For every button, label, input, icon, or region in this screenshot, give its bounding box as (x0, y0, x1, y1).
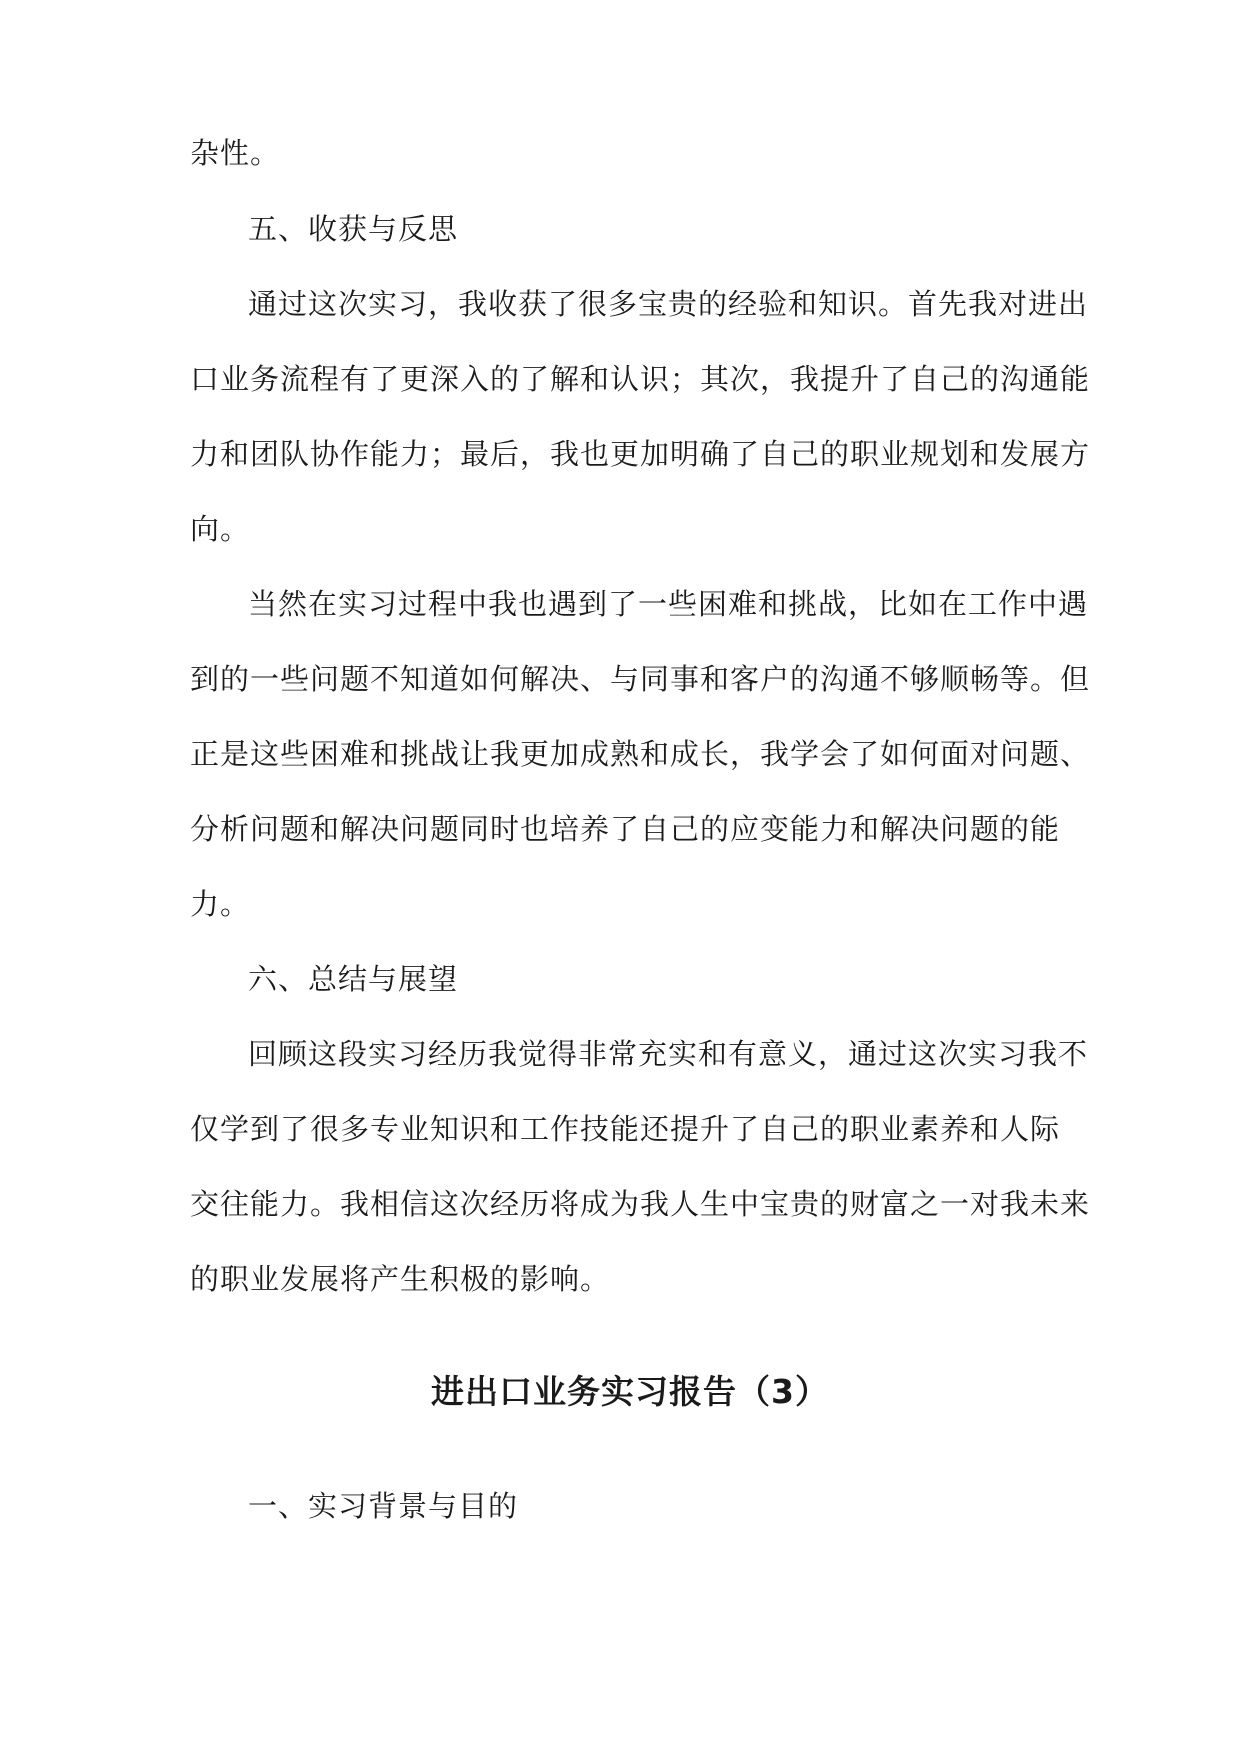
paragraph-line: 通过这次实习，我收获了很多宝贵的经验和知识。首先我对进出 (248, 287, 1089, 321)
paragraph-line: 到的一些问题不知道如何解决、与同事和客户的沟通不够顺畅等。但 (190, 662, 1091, 696)
paragraph-line: 杂性。 (190, 136, 281, 170)
paragraph-line: 正是这些困难和挑战让我更加成熟和成长，我学会了如何面对问题、 (190, 737, 1091, 771)
report-title: 进出口业务实习报告（3） (431, 1372, 829, 1411)
paragraph-line: 力和团队协作能力；最后，我也更加明确了自己的职业规划和发展方 (190, 437, 1091, 471)
paragraph-line: 口业务流程有了更深入的了解和认识；其次，我提升了自己的沟通能 (190, 362, 1091, 396)
paragraph-line: 的职业发展将产生积极的影响。 (190, 1262, 611, 1296)
paragraph-line: 力。 (190, 887, 251, 921)
paragraph-line: 当然在实习过程中我也遇到了一些困难和挑战，比如在工作中遇 (248, 587, 1089, 621)
section-heading-5: 五、收获与反思 (248, 212, 459, 246)
paragraph-line: 分析问题和解决问题同时也培养了自己的应变能力和解决问题的能 (190, 812, 1061, 846)
paragraph-line: 向。 (190, 512, 251, 546)
section-heading-6: 六、总结与展望 (248, 962, 459, 996)
paragraph-line: 交往能力。我相信这次经历将成为我人生中宝贵的财富之一对我未来 (190, 1187, 1091, 1221)
section-heading-1: 一、实习背景与目的 (248, 1489, 519, 1523)
paragraph-line: 仅学到了很多专业知识和工作技能还提升了自己的职业素养和人际 (190, 1112, 1061, 1146)
paragraph-line: 回顾这段实习经历我觉得非常充实和有意义，通过这次实习我不 (248, 1037, 1089, 1071)
